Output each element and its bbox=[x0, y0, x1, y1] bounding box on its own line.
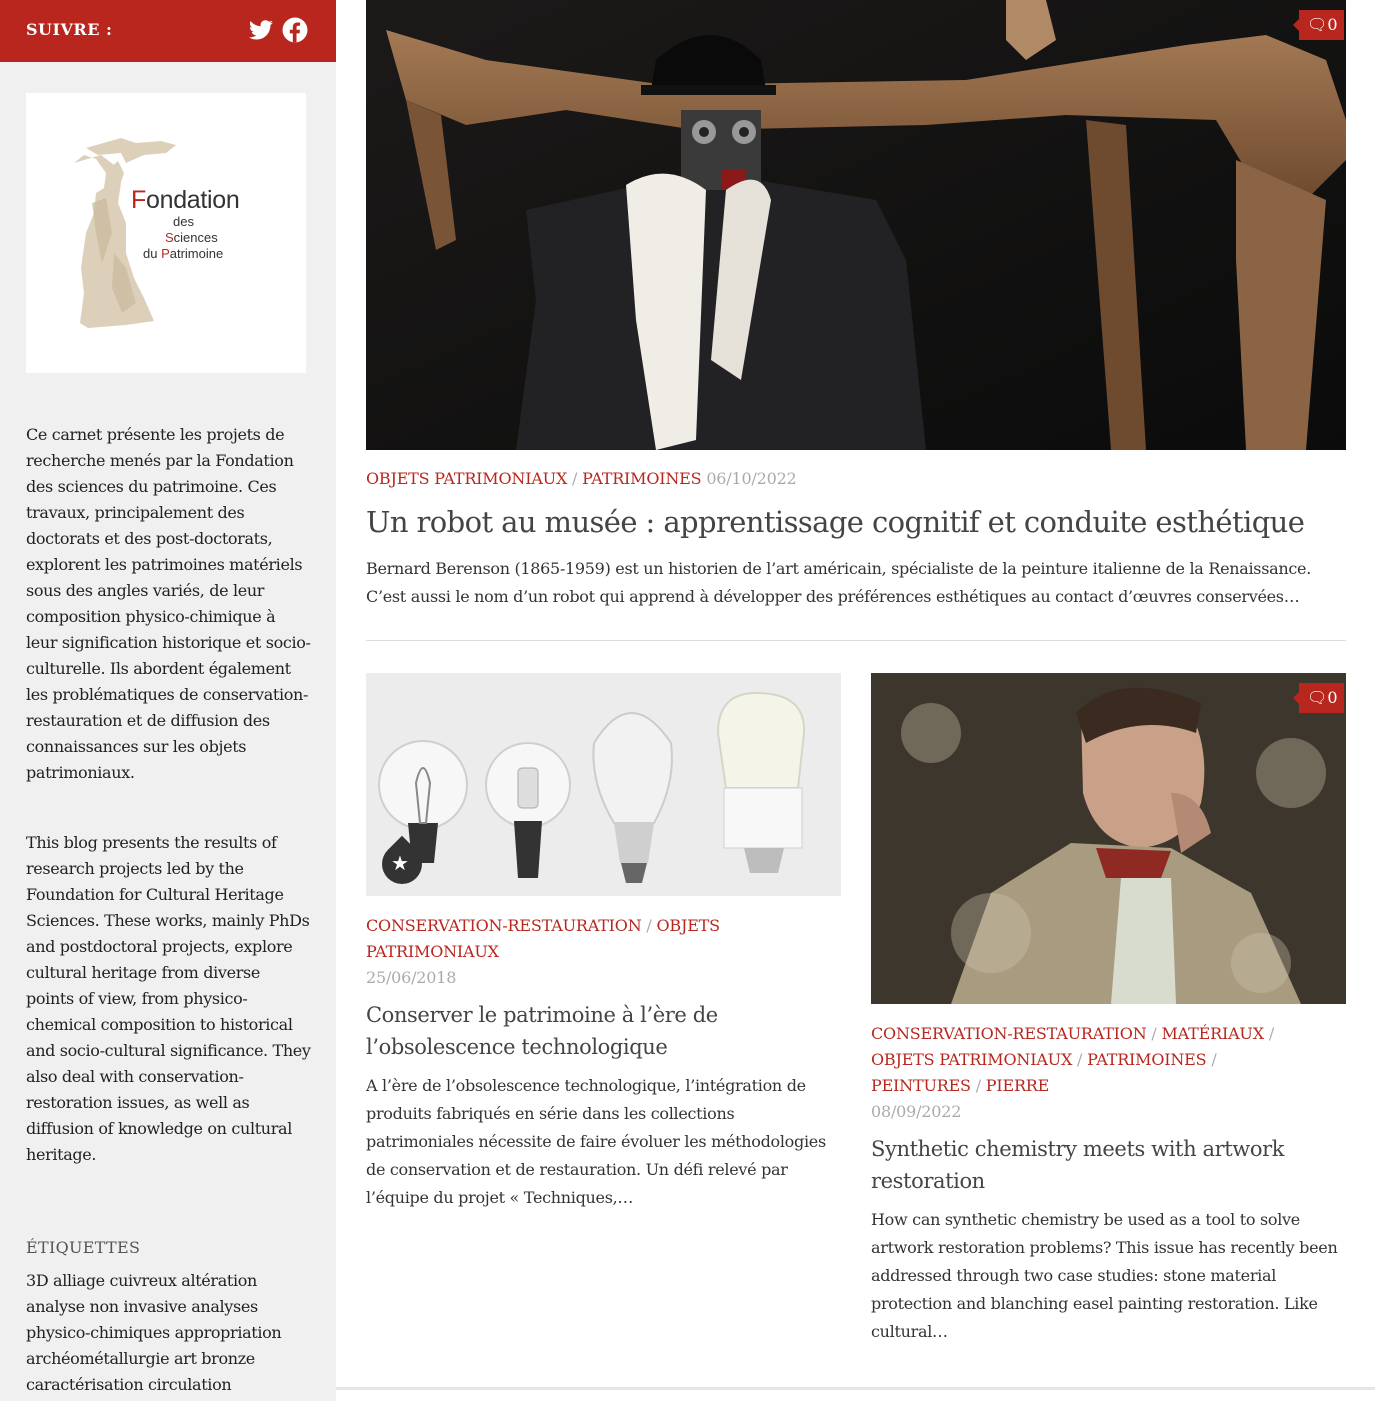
category-link[interactable]: PATRIMOINES bbox=[1087, 1050, 1207, 1069]
painting-photo bbox=[871, 673, 1346, 1004]
post-date: 08/09/2022 bbox=[871, 1102, 962, 1121]
logo-line-patrimoine: du Patrimoine bbox=[143, 246, 224, 261]
light-bulbs-photo bbox=[366, 673, 841, 896]
post-1-comment-count[interactable]: 🗨︎0 bbox=[1299, 10, 1344, 40]
category-link[interactable]: PEINTURES bbox=[871, 1076, 971, 1095]
post-3-title[interactable]: Synthetic chemistry meets with artwork restoration bbox=[871, 1137, 1285, 1193]
intro-french: Ce carnet présente les projets de recherche menés par la Fondation des sciences du patrimoine. Ces travaux, principalement des doctorats et des post-doctorats, explorent les patrimoines matériels sous des angles variés, de leur composition physico-chimique à leur signification historique et socio-culturelle. Ils abordent également les problématiques de conservation-restauration et de diffusion des connaissances sur les objets patrimoniaux. bbox=[26, 425, 311, 782]
post-3-thumbnail[interactable] bbox=[871, 673, 1346, 1004]
posts-divider bbox=[366, 640, 1346, 641]
category-link[interactable]: CONSERVATION-RESTAURATION bbox=[871, 1024, 1147, 1043]
category-link[interactable]: OBJETS PATRIMONIAUX bbox=[366, 916, 720, 961]
logo-line-sciences: Sciences bbox=[165, 230, 218, 245]
category-separator: / bbox=[1151, 1024, 1157, 1043]
tag-cloud[interactable]: 3D alliage cuivreux altération analyse non invasive analyses physico-chimiques appropriation archéométallurgie art bronze caractérisation circulation bbox=[26, 1271, 282, 1394]
tags-heading: ÉTIQUETTES bbox=[26, 1238, 141, 1257]
twitter-icon[interactable] bbox=[248, 17, 274, 43]
category-link[interactable]: PATRIMOINES bbox=[582, 469, 702, 488]
logo-line-des: des bbox=[173, 214, 194, 229]
post-2-title[interactable]: Conserver le patrimoine à l’ère de l’obsolescence technologique bbox=[366, 1003, 718, 1059]
post-date: 25/06/2018 bbox=[366, 968, 457, 987]
category-link[interactable]: MATÉRIAUX bbox=[1161, 1024, 1264, 1043]
logo-title: Fondation bbox=[131, 186, 240, 214]
follow-label: SUIVRE : bbox=[26, 20, 113, 39]
foundation-logo[interactable] bbox=[26, 93, 306, 373]
robot-photo bbox=[366, 0, 1346, 450]
footer-border bbox=[336, 1387, 1375, 1390]
post-3-excerpt: How can synthetic chemistry be used as a tool to solve artwork restoration problems? This issue has recently been addressed through two case studies: stone material protection and blanching easel painting restoration. Like cultural… bbox=[871, 1210, 1338, 1341]
category-link[interactable]: OBJETS PATRIMONIAUX bbox=[871, 1050, 1073, 1069]
post-date: 06/10/2022 bbox=[706, 469, 797, 488]
post-1-categories bbox=[366, 466, 1346, 492]
post-2-categories bbox=[366, 913, 841, 991]
post-2-thumbnail[interactable] bbox=[366, 673, 841, 896]
category-separator: / bbox=[572, 469, 578, 488]
sidebar bbox=[0, 0, 336, 1401]
facebook-icon[interactable] bbox=[282, 17, 308, 43]
category-separator: / bbox=[1077, 1050, 1083, 1069]
category-separator: / bbox=[1268, 1024, 1275, 1043]
post-1-excerpt: Bernard Berenson (1865-1959) est un historien de l’art américain, spécialiste de la peinture italienne de la Renaissance. C’est aussi le nom d’un robot qui apprend à développer des préférences esthétiques au contact d’œuvres conservées… bbox=[366, 559, 1311, 606]
comment-icon: 🗨︎ bbox=[1307, 688, 1328, 707]
logo-text bbox=[131, 186, 240, 262]
follow-bar bbox=[0, 0, 336, 62]
star-icon: ★ bbox=[391, 851, 409, 875]
post-2-excerpt: A l’ère de l’obsolescence technologique, l’intégration de produits fabriqués en série dans les collections patrimoniales nécessite de faire évoluer les méthodologies de conservation et de restauration. Un défi relevé par l’équipe du projet « Techniques,… bbox=[366, 1076, 826, 1207]
intro-english: This blog presents the results of research projects led by the Foundation for Cultural Heritage Sciences. These works, mainly PhDs and postdoctoral projects, explore cultural heritage from diverse points of view, from physico-chemical composition to historical and socio-cultural significance. They also deal with conservation-restoration issues, as well as diffusion of knowledge on cultural heritage. bbox=[26, 833, 311, 1164]
category-link[interactable]: OBJETS PATRIMONIAUX bbox=[366, 469, 568, 488]
post-3-comment-count[interactable]: 🗨︎0 bbox=[1299, 683, 1344, 713]
post-3-categories bbox=[871, 1021, 1346, 1125]
category-link[interactable]: CONSERVATION-RESTAURATION bbox=[366, 916, 642, 935]
category-separator: / bbox=[646, 916, 652, 935]
comment-icon: 🗨︎ bbox=[1307, 15, 1328, 34]
category-separator: / bbox=[975, 1076, 981, 1095]
category-link[interactable]: PIERRE bbox=[985, 1076, 1050, 1095]
post-1-thumbnail[interactable] bbox=[366, 0, 1346, 450]
category-separator: / bbox=[1211, 1050, 1217, 1069]
post-1-title[interactable]: Un robot au musée : apprentissage cognitif et conduite esthétique bbox=[366, 505, 1305, 539]
